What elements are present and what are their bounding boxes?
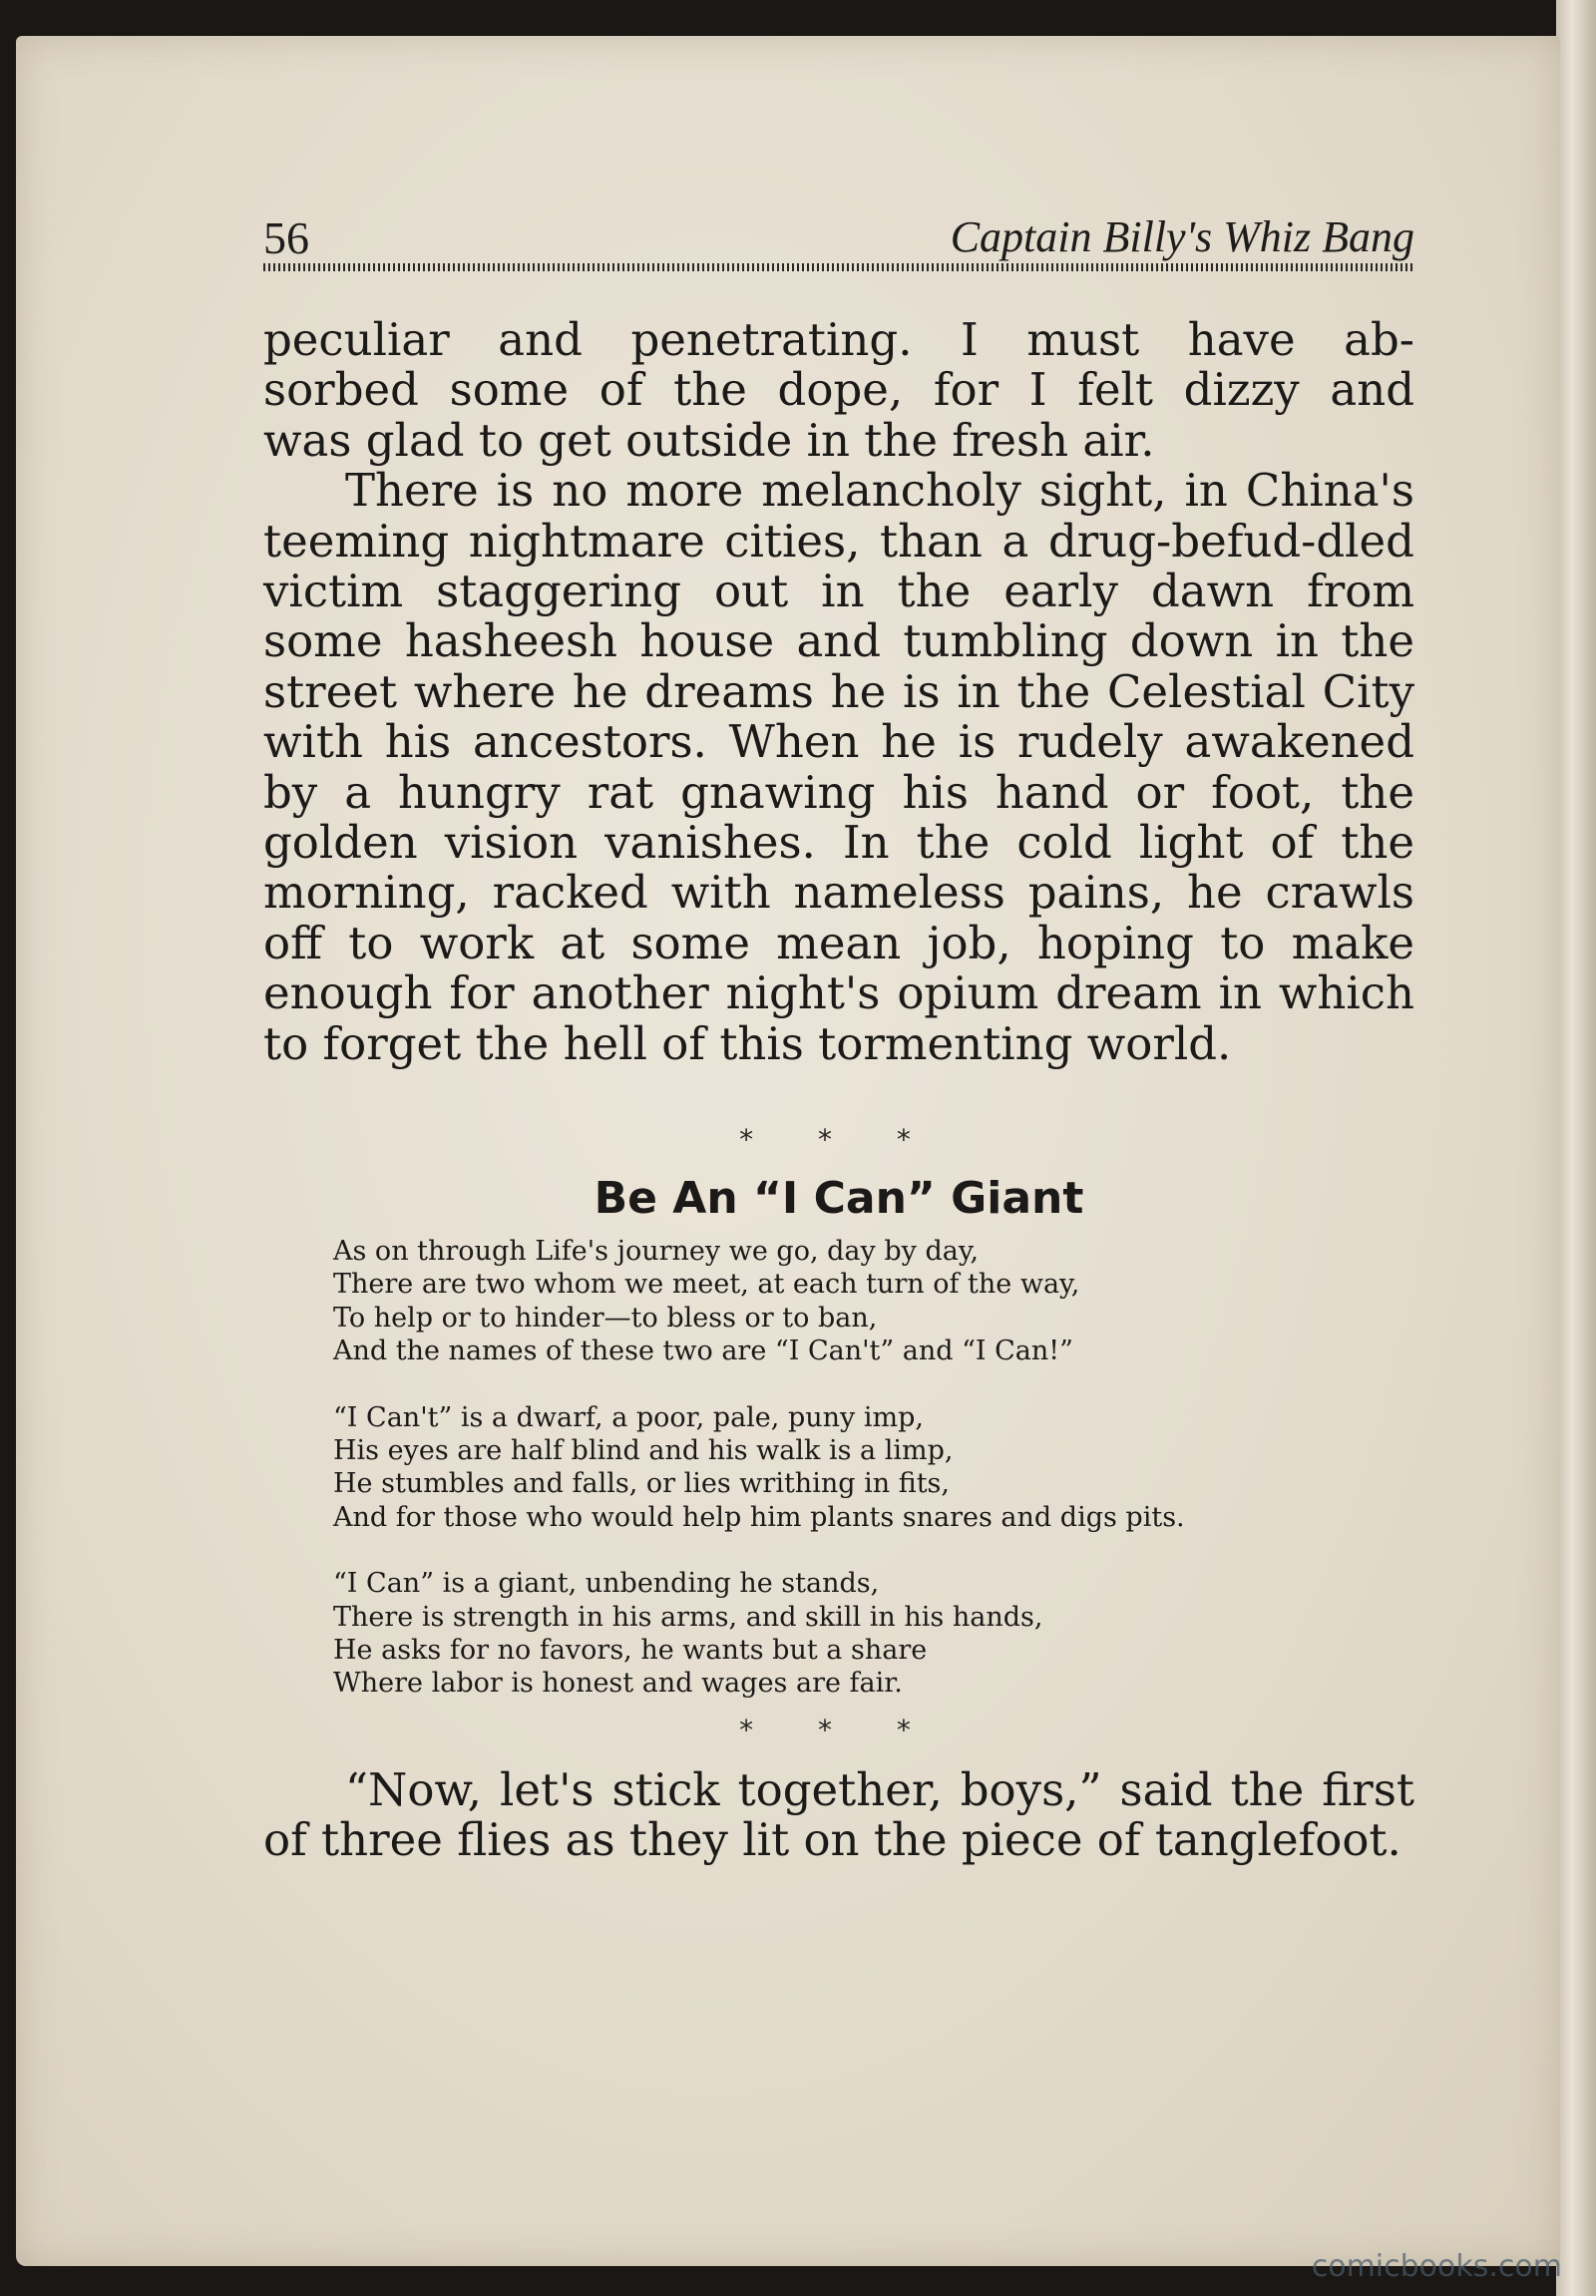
poem-line: As on through Life's journey we go, day by day, (333, 1236, 980, 1267)
poem-line: There are two whom we meet, at each turn of the way, (333, 1269, 1080, 1301)
poem-line: And for those who would help him plants snares and digs pits. (333, 1501, 1185, 1533)
poem-line: Where labor is honest and wages are fair. (333, 1668, 903, 1700)
poem-line: He stumbles and falls, or lies writhing in fits, (333, 1468, 950, 1500)
article-line: sorbed some of the dope, for I felt dizzy and (263, 363, 1414, 417)
poem-line: He asks for no favors, he wants but a share (333, 1635, 928, 1667)
watermark: comicbooks.com (1311, 2249, 1562, 2284)
poem-stanza (333, 1235, 1430, 1368)
page-header (263, 205, 1414, 263)
poem-stanza (333, 1401, 1430, 1535)
poem-line: “I Can” is a giant, unbending he stands, (333, 1568, 880, 1600)
section-separator: * * * (739, 1714, 939, 1746)
poem-stanza (333, 1567, 1430, 1701)
joke-paragraph: “Now, let's stick together, boys,” said the first of three flies as they lit on the piece of tanglefoot. (263, 1763, 1414, 1867)
header-rule (263, 263, 1414, 271)
section-separator: * * * (739, 1123, 939, 1156)
poem-line: And the names of these two are “I Can't” and “I Can!” (333, 1336, 1073, 1367)
page-number: 56 (263, 212, 309, 263)
article-paragraph: There is no more melancholy sight, in China's teeming nightmare cities, than a drug-befud-dled victim staggering out in the early dawn from some hasheesh house and tumbling down in the street where he dreams he is in the Celestial City with his ancestors. When he is rudely awakened by a hungry rat gnawing his hand or foot, the golden vision vanishes. In the cold light of the morning, racked with nameless pains, he crawls off to work at some mean job, hoping to make enough for another night's opium dream in which to forget the hell of this tormenting world. (263, 464, 1414, 1070)
article-line: peculiar and penetrating. I must have ab- (263, 313, 1414, 366)
page-edge (1556, 0, 1596, 2296)
poem-title: Be An “I Can” Giant (594, 1173, 1084, 1224)
joke-text (263, 1765, 1414, 1866)
poem-line: His eyes are half blind and his walk is a limp, (333, 1435, 954, 1467)
poem-line: To help or to hinder—to bless or to ban, (333, 1302, 878, 1334)
article-line: was glad to get outside in the fresh air. (263, 413, 1155, 467)
poem (333, 1235, 1430, 1733)
running-title: Captain Billy's Whiz Bang (950, 212, 1414, 261)
article-text (263, 315, 1414, 1069)
poem-line: There is strength in his arms, and skill in his hands, (333, 1601, 1043, 1633)
poem-line: “I Can't” is a dwarf, a poor, pale, puny imp, (333, 1401, 924, 1433)
